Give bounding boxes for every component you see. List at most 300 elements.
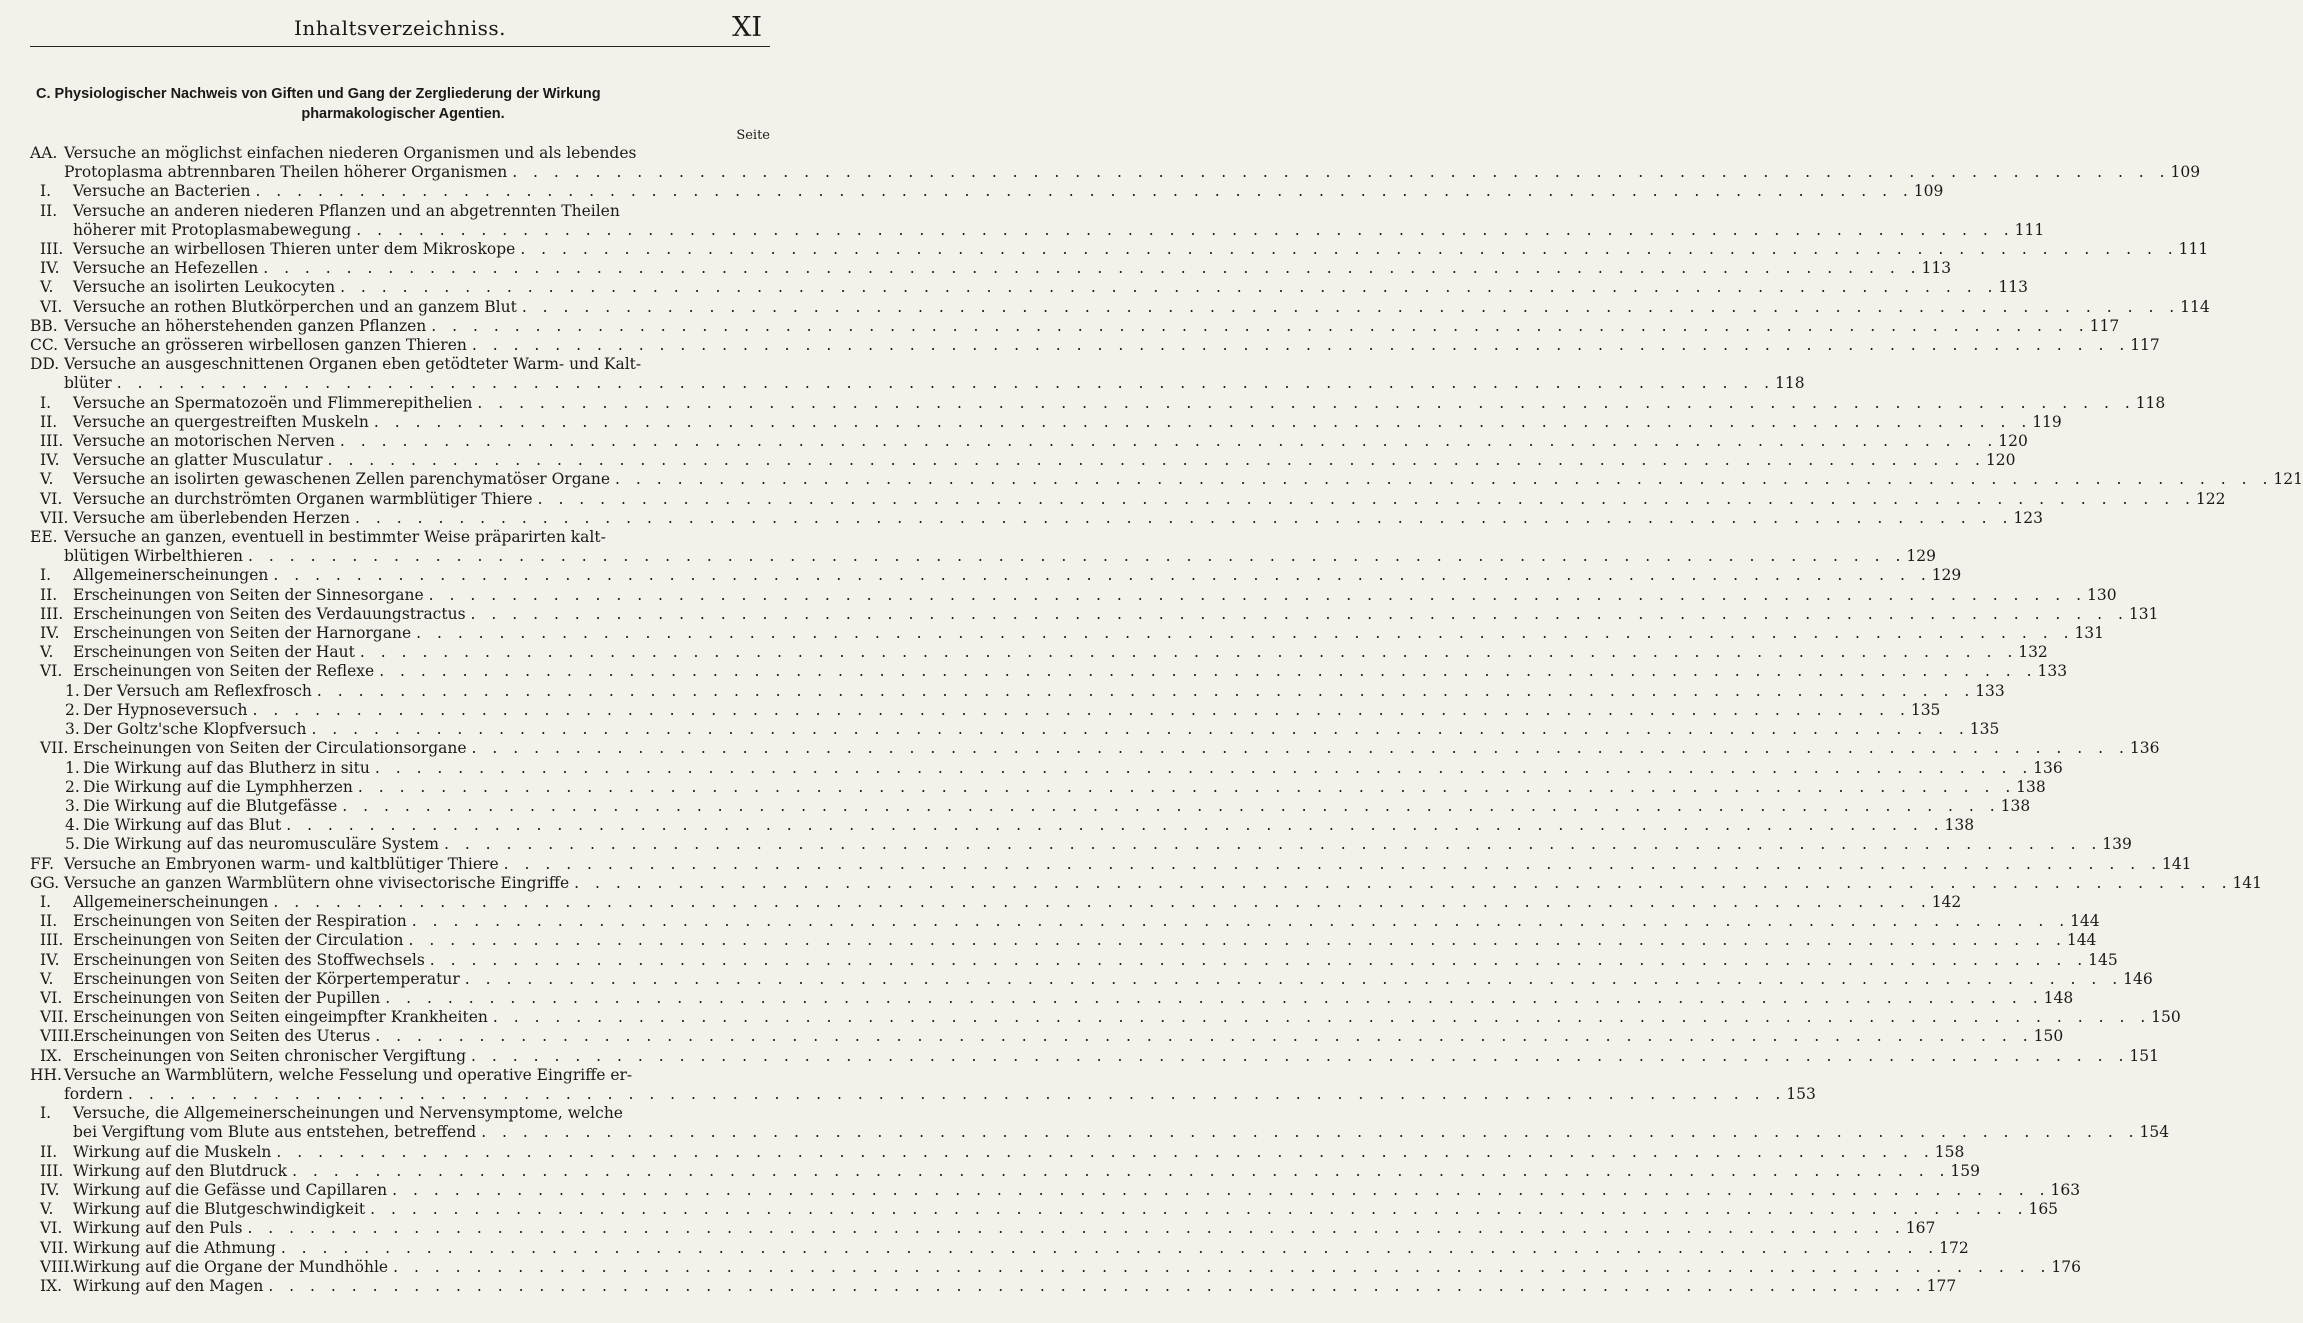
toc-entry bbox=[30, 700, 1941, 720]
dot-leader: . . . . . . . . . . . . . . . . . . . . . . . . . . . . . . . . . . . . . . . . . . . . . . . . . . . . . . . . . . . . . . . . . . . . . . . . . . . . . . . . bbox=[247, 1219, 1906, 1238]
toc-entry-row bbox=[30, 547, 1936, 566]
dot-leader: . . . . . . . . . . . . . . . . . . . . . . . . . . . . . . . . . . . . . . . . . . . . . . . . . . . . . . . . . . . . . . . . . . . . . . . . . . . . . . . . bbox=[370, 1200, 2029, 1219]
toc-entry-page: 136 bbox=[2033, 758, 2063, 777]
toc-entry bbox=[30, 297, 2210, 317]
toc-entry bbox=[30, 988, 2074, 1008]
toc-entry-row bbox=[65, 816, 1975, 835]
toc-entry-page: 151 bbox=[2129, 1046, 2159, 1065]
toc-entry-page: 133 bbox=[1975, 681, 2005, 700]
toc-entry-title: Die Wirkung auf das Blutherz in situ bbox=[83, 758, 370, 777]
toc-entry-number: IV. bbox=[40, 1180, 60, 1199]
toc-entry-row bbox=[40, 259, 1952, 278]
toc-entry-row bbox=[30, 854, 2192, 874]
toc-entry-page: 122 bbox=[2195, 489, 2226, 508]
toc-entry bbox=[30, 758, 2063, 778]
dot-leader: . . . . . . . . . . . . . . . . . . . . . . . . . . . . . . . . . . . . . . . . . . . . . . . . . . . . . . . . . . . . . . . . . . . . . . . . . . . . . . . . bbox=[248, 547, 1906, 566]
toc-entry-page: 138 bbox=[2000, 796, 2031, 815]
dot-leader: . . . . . . . . . . . . . . . . . . . . . . . . . . . . . . . . . . . . . . . . . . . . . . . . . . . . . . . . . . . . . . . . . . . . . . . . . . . . . . . . bbox=[316, 681, 1975, 700]
toc-entry-title: Versuche an Embryonen warm- und kaltblütiger Thiere bbox=[64, 854, 499, 873]
toc-entry bbox=[30, 969, 2153, 989]
dot-leader: . . . . . . . . . . . . . . . . . . . . . . . . . . . . . . . . . . . . . . . . . . . . . . . . . . . . . . . . . . . . . . . . . . . . . . . . . . . . . . . . bbox=[340, 278, 1998, 297]
toc-entry-number: IV. bbox=[40, 451, 60, 470]
table-of-contents bbox=[30, 144, 2303, 1296]
toc-entry-row bbox=[30, 355, 778, 374]
toc-entry-number: 1. bbox=[65, 758, 80, 777]
toc-entry bbox=[30, 489, 2226, 509]
toc-entry-title: blüter bbox=[64, 374, 112, 393]
toc-entry-row bbox=[40, 585, 2117, 605]
toc-entry-page: 150 bbox=[2033, 1027, 2064, 1046]
dot-leader: . . . . . . . . . . . . . . . . . . . . . . . . . . . . . . . . . . . . . . . . . . . . . . . . . . . . . . . . . . . . . . . . . . . . . . . . . . . . . . . . bbox=[292, 1161, 1950, 1180]
toc-entry-page: 120 bbox=[1985, 451, 2016, 470]
toc-entry-page: 142 bbox=[1931, 892, 1962, 911]
toc-entry-row bbox=[40, 950, 2118, 970]
toc-entry-row bbox=[40, 643, 2048, 662]
toc-entry-title: Erscheinungen von Seiten der Respiration bbox=[73, 912, 407, 931]
toc-entry-title: Versuche an ausgeschnittenen Organen eben getödteter Warm- und Kalt- bbox=[64, 355, 642, 374]
toc-entry-page: 138 bbox=[1944, 816, 1975, 835]
toc-entry-page: 153 bbox=[1786, 1084, 1816, 1103]
toc-entry bbox=[30, 604, 2159, 624]
toc-entry-row bbox=[40, 412, 2062, 432]
dot-leader: . . . . . . . . . . . . . . . . . . . . . . . . . . . . . . . . . . . . . . . . . . . . . . . . . . . . . . . . . . . . . . . . . . . . . . . . . . . . . . . . bbox=[311, 720, 1970, 739]
toc-entry-number: GG. bbox=[30, 873, 60, 892]
toc-entry-row bbox=[40, 508, 2043, 528]
toc-entry-number: IV. bbox=[40, 624, 60, 643]
toc-entry-title: Erscheinungen von Seiten der Circulationsorgane bbox=[73, 739, 467, 758]
toc-entry bbox=[30, 816, 1975, 835]
toc-entry bbox=[30, 412, 2062, 432]
toc-entry-page: 131 bbox=[2128, 604, 2159, 623]
toc-entry-title: Der Versuch am Reflexfrosch bbox=[83, 681, 312, 700]
running-head bbox=[0, 12, 800, 46]
toc-entry bbox=[30, 1027, 2064, 1046]
toc-entry-page: 120 bbox=[1998, 432, 2028, 451]
toc-entry bbox=[30, 835, 2132, 854]
toc-entry-row bbox=[40, 566, 1962, 585]
toc-entry-title: Erscheinungen von Seiten des Uterus bbox=[73, 1027, 371, 1046]
toc-entry bbox=[30, 720, 2000, 739]
toc-entry-title: Erscheinungen von Seiten der Haut bbox=[73, 643, 355, 662]
toc-entry-page: 109 bbox=[1913, 182, 1944, 201]
toc-entry-row bbox=[40, 278, 2028, 297]
toc-entry-row bbox=[40, 931, 2097, 950]
toc-entry bbox=[30, 950, 2118, 970]
toc-entry-number: CC. bbox=[30, 336, 59, 355]
toc-entry-number: VIII. bbox=[40, 1027, 75, 1046]
toc-entry-title: Allgemeinerscheinungen bbox=[73, 892, 269, 911]
toc-entry-number: V. bbox=[40, 278, 54, 297]
toc-entry-page: 131 bbox=[2074, 624, 2105, 643]
toc-entry-title: Versuche an Hefezellen bbox=[73, 259, 259, 278]
toc-entry bbox=[30, 528, 1936, 566]
dot-leader: . . . . . . . . . . . . . . . . . . . . . . . . . . . . . . . . . . . . . . . . . . . . . . . . . . . . . . . . . . . . . . . . . . . . . . . . . . . . . . . . bbox=[339, 432, 1998, 451]
toc-entry-row bbox=[30, 336, 2160, 355]
toc-entry-title: Die Wirkung auf die Blutgefässe bbox=[83, 796, 338, 815]
dot-leader: . . . . . . . . . . . . . . . . . . . . . . . . . . . . . . . . . . . . . . . . . . . . . . . . . . . . . . . . . . . . . . . . . . . . . . . . . . . . . . . . bbox=[431, 316, 2090, 335]
toc-entry-number: EE. bbox=[30, 528, 58, 547]
toc-entry-title: Versuche an quergestreiften Muskeln bbox=[73, 412, 369, 431]
toc-entry-number: AA. bbox=[30, 144, 58, 162]
toc-entry-page: 114 bbox=[2180, 297, 2210, 316]
toc-entry bbox=[30, 1257, 2081, 1277]
toc-entry-title: Wirkung auf die Blutgeschwindigkeit bbox=[73, 1200, 366, 1219]
dot-leader: . . . . . . . . . . . . . . . . . . . . . . . . . . . . . . . . . . . . . . . . . . . . . . . . . . . . . . . . . . . . . . . . . . . . . . . . . . . . . . . . bbox=[393, 1257, 2051, 1276]
toc-entry-row bbox=[40, 739, 2160, 758]
toc-entry-row bbox=[65, 758, 2063, 778]
toc-entry-number: DD. bbox=[30, 355, 60, 374]
toc-entry bbox=[30, 643, 2048, 662]
toc-entry-number: VI. bbox=[40, 988, 63, 1007]
toc-entry-page: 145 bbox=[2088, 950, 2118, 969]
toc-entry-row bbox=[40, 1104, 778, 1123]
dot-leader: . . . . . . . . . . . . . . . . . . . . . . . . . . . . . . . . . . . . . . . . . . . . . . . . . . . . . . . . . . . . . . . . . . . . . . . . . . . . . . . . bbox=[464, 969, 2123, 988]
toc-entry-number: II. bbox=[40, 412, 58, 431]
toc-entry-row bbox=[65, 777, 2046, 797]
toc-entry-title: Versuche an Warmblütern, welche Fesselung und operative Eingriffe er- bbox=[64, 1065, 633, 1084]
toc-entry-title: Erscheinungen von Seiten des Verdauungstractus bbox=[73, 604, 466, 623]
toc-entry-number: 4. bbox=[65, 816, 80, 835]
toc-entry-title: Der Goltz'sche Klopfversuch bbox=[83, 720, 307, 739]
toc-entry-page: 138 bbox=[2016, 777, 2046, 796]
toc-entry bbox=[30, 1276, 1957, 1296]
toc-entry-row bbox=[40, 604, 2159, 624]
toc-entry bbox=[30, 739, 2160, 758]
toc-entry-page: 119 bbox=[2032, 412, 2062, 431]
toc-entry-title: Erscheinungen von Seiten der Pupillen bbox=[73, 988, 381, 1007]
dot-leader: . . . . . . . . . . . . . . . . . . . . . . . . . . . . . . . . . . . . . . . . . . . . . . . . . . . . . . . . . . . . . . . . . . . . . . . . . . . . . . . . bbox=[374, 758, 2033, 777]
toc-entry-title: Der Hypnoseversuch bbox=[83, 700, 248, 719]
dot-leader: . . . . . . . . . . . . . . . . . . . . . . . . . . . . . . . . . . . . . . . . . . . . . . . . . . . . . . . . . . . . . . . . . . . . . . . . . . . . . . . . bbox=[428, 585, 2087, 604]
toc-entry-row bbox=[40, 1219, 1936, 1238]
toc-entry-title: Erscheinungen von Seiten der Körpertemperatur bbox=[73, 969, 460, 988]
toc-entry-number: II. bbox=[40, 201, 58, 220]
toc-entry-row bbox=[40, 297, 2210, 317]
toc-entry-page: 139 bbox=[2102, 835, 2132, 854]
toc-entry-title: Versuche, die Allgemeinerscheinungen und Nervensymptome, welche bbox=[73, 1104, 623, 1123]
toc-entry-number: III. bbox=[40, 931, 64, 950]
dot-leader: . . . . . . . . . . . . . . . . . . . . . . . . . . . . . . . . . . . . . . . . . . . . . . . . . . . . . . . . . . . . . . . . . . . . . . . . . . . . . . . . bbox=[263, 259, 1922, 278]
toc-entry-page: 148 bbox=[2043, 988, 2074, 1007]
toc-entry-number: 5. bbox=[65, 835, 80, 854]
dot-leader: . . . . . . . . . . . . . . . . . . . . . . . . . . . . . . . . . . . . . . . . . . . . . . . . . . . . . . . . . . . . . . . . . . . . . . . . . . . . . . . . bbox=[471, 336, 2130, 355]
dot-leader: . . . . . . . . . . . . . . . . . . . . . . . . . . . . . . . . . . . . . . . . . . . . . . . . . . . . . . . . . . . . . . . . . . . . . . . . . . . . . . . . bbox=[356, 220, 2015, 239]
toc-entry-title: Die Wirkung auf das Blut bbox=[83, 816, 282, 835]
dot-leader: . . . . . . . . . . . . . . . . . . . . . . . . . . . . . . . . . . . . . . . . . . . . . . . . . . . . . . . . . . . . . . . . . . . . . . . . . . . . . . . . bbox=[342, 796, 2001, 815]
toc-entry bbox=[30, 892, 1962, 912]
toc-entry-page: 111 bbox=[2014, 220, 2045, 239]
dot-leader: . . . . . . . . . . . . . . . . . . . . . . . . . . . . . . . . . . . . . . . . . . . . . . . . . . . . . . . . . . . . . . . . . . . . . . . . . . . . . . . . bbox=[255, 182, 1914, 201]
toc-entry-number: VI. bbox=[40, 489, 63, 508]
section-heading-line-1: C. Physiologischer Nachweis von Giften und Gang der Zergliederung der Wirkung bbox=[36, 86, 601, 102]
toc-entry bbox=[30, 1200, 2059, 1219]
toc-entry-title: Versuche an anderen niederen Pflanzen und an abgetrennten Theilen bbox=[73, 201, 620, 220]
toc-entry-page: 113 bbox=[1921, 259, 1952, 278]
toc-entry-number: III. bbox=[40, 432, 64, 451]
toc-entry-title: bei Vergiftung vom Blute aus entstehen, betreffend bbox=[73, 1123, 477, 1142]
toc-entry-row bbox=[40, 1123, 2170, 1142]
toc-entry-row bbox=[30, 873, 2263, 893]
toc-entry-number: IX. bbox=[40, 1046, 63, 1065]
toc-entry bbox=[30, 777, 2046, 797]
dot-leader: . . . . . . . . . . . . . . . . . . . . . . . . . . . . . . . . . . . . . . . . . . . . . . . . . . . . . . . . . . . . . . . . . . . . . . . . . . . . . . . . bbox=[408, 931, 2067, 950]
toc-entry-title: Versuche an Spermatozoën und Flimmerepithelien bbox=[73, 393, 473, 412]
section-heading bbox=[36, 84, 770, 124]
toc-entry-title: Erscheinungen von Seiten des Stoffwechsels bbox=[73, 950, 425, 969]
toc-entry bbox=[30, 278, 2028, 297]
toc-entry-page: 176 bbox=[2051, 1257, 2081, 1276]
dot-leader: . . . . . . . . . . . . . . . . . . . . . . . . . . . . . . . . . . . . . . . . . . . . . . . . . . . . . . . . . . . . . . . . . . . . . . . . . . . . . . . . bbox=[416, 624, 2075, 643]
dot-leader: . . . . . . . . . . . . . . . . . . . . . . . . . . . . . . . . . . . . . . . . . . . . . . . . . . . . . . . . . . . . . . . . . . . . . . . . . . . . . . . . bbox=[512, 163, 2171, 182]
toc-entry-row bbox=[30, 374, 1805, 393]
toc-entry bbox=[30, 1161, 1980, 1181]
toc-entry bbox=[30, 624, 2105, 643]
toc-entry-number: 3. bbox=[65, 796, 80, 815]
dot-leader: . . . . . . . . . . . . . . . . . . . . . . . . . . . . . . . . . . . . . . . . . . . . . . . . . . . . . . . . . . . . . . . . . . . . . . . . . . . . . . . . bbox=[477, 393, 2136, 412]
toc-entry-page: 136 bbox=[2129, 739, 2160, 758]
toc-entry-number: V. bbox=[40, 1200, 54, 1219]
toc-entry-title: Versuche an rothen Blutkörperchen und an ganzem Blut bbox=[73, 297, 517, 316]
toc-entry-title: Die Wirkung auf die Lymphherzen bbox=[83, 777, 353, 796]
toc-entry-row bbox=[40, 892, 1962, 912]
toc-entry bbox=[30, 931, 2097, 950]
toc-entry-number: II. bbox=[40, 912, 58, 931]
toc-entry-row bbox=[30, 1084, 1816, 1104]
toc-entry-row bbox=[40, 1046, 2159, 1066]
toc-entry-title: Wirkung auf den Magen bbox=[73, 1276, 264, 1295]
toc-entry-title: Erscheinungen von Seiten der Circulation bbox=[73, 931, 404, 950]
toc-entry-title: Erscheinungen von Seiten chronischer Vergiftung bbox=[73, 1046, 467, 1065]
toc-entry-number: VI. bbox=[40, 1219, 63, 1238]
toc-entry-title: Versuche an isolirten gewaschenen Zellen parenchymatöser Organe bbox=[73, 470, 611, 489]
dot-leader: . . . . . . . . . . . . . . . . . . . . . . . . . . . . . . . . . . . . . . . . . . . . . . . . . . . . . . . . . . . . . . . . . . . . . . . . . . . . . . . . bbox=[411, 912, 2070, 931]
toc-entry-page: 159 bbox=[1950, 1161, 1980, 1180]
toc-entry-page: 158 bbox=[1934, 1142, 1965, 1161]
toc-entry-row bbox=[40, 1142, 1965, 1162]
toc-entry-row bbox=[65, 796, 2031, 816]
dot-leader: . . . . . . . . . . . . . . . . . . . . . . . . . . . . . . . . . . . . . . . . . . . . . . . . . . . . . . . . . . . . . . . . . . . . . . . . . . . . . . . . bbox=[127, 1084, 1786, 1103]
dot-leader: . . . . . . . . . . . . . . . . . . . . . . . . . . . . . . . . . . . . . . . . . . . . . . . . . . . . . . . . . . . . . . . . . . . . . . . . . . . . . . . . bbox=[357, 777, 2016, 796]
toc-entry-number: HH. bbox=[30, 1065, 62, 1084]
toc-entry-page: 111 bbox=[2178, 240, 2209, 259]
toc-entry-row bbox=[65, 720, 2000, 739]
toc-entry-row bbox=[40, 969, 2153, 989]
header-rule bbox=[30, 46, 770, 47]
toc-entry bbox=[30, 912, 2100, 931]
toc-entry-page: 163 bbox=[2050, 1180, 2081, 1199]
toc-entry-page: 133 bbox=[2037, 662, 2068, 681]
toc-entry-row bbox=[40, 1238, 1969, 1258]
toc-entry bbox=[30, 1238, 1969, 1258]
dot-leader: . . . . . . . . . . . . . . . . . . . . . . . . . . . . . . . . . . . . . . . . . . . . . . . . . . . . . . . . . . . . . . . . . . . . . . . . . . . . . . . . bbox=[327, 451, 1986, 470]
toc-entry bbox=[30, 451, 2016, 470]
toc-entry bbox=[30, 1104, 2170, 1142]
toc-entry bbox=[30, 854, 2192, 874]
toc-entry-page: 113 bbox=[1998, 278, 2028, 297]
dot-leader: . . . . . . . . . . . . . . . . . . . . . . . . . . . . . . . . . . . . . . . . . . . . . . . . . . . . . . . . . . . . . . . . . . . . . . . . . . . . . . . . bbox=[537, 489, 2196, 508]
toc-entry-title: Wirkung auf die Organe der Mundhöhle bbox=[73, 1257, 389, 1276]
toc-entry-number: VII. bbox=[40, 739, 69, 758]
toc-entry bbox=[30, 432, 2028, 451]
dot-leader: . . . . . . . . . . . . . . . . . . . . . . . . . . . . . . . . . . . . . . . . . . . . . . . . . . . . . . . . . . . . . . . . . . . . . . . . . . . . . . . . bbox=[379, 662, 2038, 681]
dot-leader: . . . . . . . . . . . . . . . . . . . . . . . . . . . . . . . . . . . . . . . . . . . . . . . . . . . . . . . . . . . . . . . . . . . . . . . . . . . . . . . . bbox=[116, 374, 1775, 393]
toc-entry-row bbox=[30, 1066, 778, 1085]
toc-entry-page: 118 bbox=[1775, 374, 1805, 393]
toc-entry bbox=[30, 316, 2120, 336]
toc-entry-row bbox=[40, 1027, 2064, 1046]
toc-entry-title: Versuche an grösseren wirbellosen ganzen Thieren bbox=[64, 336, 467, 355]
dot-leader: . . . . . . . . . . . . . . . . . . . . . . . . . . . . . . . . . . . . . . . . . . . . . . . . . . . . . . . . . . . . . . . . . . . . . . . . . . . . . . . . bbox=[574, 873, 2233, 892]
dot-leader: . . . . . . . . . . . . . . . . . . . . . . . . . . . . . . . . . . . . . . . . . . . . . . . . . . . . . . . . . . . . . . . . . . . . . . . . . . . . . . . . bbox=[273, 566, 1932, 585]
toc-entry-title: Erscheinungen von Seiten eingeimpfter Krankheiten bbox=[73, 1008, 488, 1027]
toc-entry-number: V. bbox=[40, 969, 54, 988]
toc-entry bbox=[30, 1008, 2181, 1027]
toc-entry-title: Versuche am überlebenden Herzen bbox=[73, 508, 351, 527]
toc-entry-number: I. bbox=[40, 393, 52, 412]
toc-entry-row bbox=[40, 1276, 1957, 1296]
toc-entry bbox=[30, 1065, 1816, 1104]
toc-entry-title: Erscheinungen von Seiten der Reflexe bbox=[73, 662, 375, 681]
dot-leader: . . . . . . . . . . . . . . . . . . . . . . . . . . . . . . . . . . . . . . . . . . . . . . . . . . . . . . . . . . . . . . . . . . . . . . . . . . . . . . . . bbox=[276, 1142, 1935, 1161]
toc-entry-row bbox=[40, 240, 2209, 259]
toc-entry-title: Allgemeinerscheinungen bbox=[73, 566, 269, 585]
toc-entry-row bbox=[40, 1200, 2059, 1219]
dot-leader: . . . . . . . . . . . . . . . . . . . . . . . . . . . . . . . . . . . . . . . . . . . . . . . . . . . . . . . . . . . . . . . . . . . . . . . . . . . . . . . . bbox=[375, 1027, 2034, 1046]
toc-entry-title: Wirkung auf die Muskeln bbox=[73, 1142, 272, 1161]
toc-entry-number: I. bbox=[40, 182, 52, 201]
toc-entry-number: III. bbox=[40, 240, 64, 259]
toc-entry-title: Versuche an motorischen Nerven bbox=[73, 432, 335, 451]
toc-entry-page: 117 bbox=[2130, 336, 2160, 355]
toc-entry-number: VIII. bbox=[40, 1257, 75, 1276]
toc-entry-number: IV. bbox=[40, 950, 60, 969]
toc-entry-row bbox=[30, 144, 778, 163]
dot-leader: . . . . . . . . . . . . . . . . . . . . . . . . . . . . . . . . . . . . . . . . . . . . . . . . . . . . . . . . . . . . . . . . . . . . . . . . . . . . . . . . bbox=[520, 240, 2179, 259]
toc-entry-page: 177 bbox=[1926, 1276, 1957, 1295]
toc-entry-row bbox=[40, 182, 1944, 201]
dot-leader: . . . . . . . . . . . . . . . . . . . . . . . . . . . . . . . . . . . . . . . . . . . . . . . . . . . . . . . . . . . . . . . . . . . . . . . . . . . . . . . . bbox=[268, 1276, 1927, 1295]
toc-entry-title: Erscheinungen von Seiten der Sinnesorgane bbox=[73, 585, 424, 604]
dot-leader: . . . . . . . . . . . . . . . . . . . . . . . . . . . . . . . . . . . . . . . . . . . . . . . . . . . . . . . . . . . . . . . . . . . . . . . . . . . . . . . . bbox=[492, 1008, 2151, 1027]
toc-entry-number: 1. bbox=[65, 681, 80, 700]
toc-entry-page: 117 bbox=[2089, 316, 2120, 335]
toc-entry-row bbox=[40, 1008, 2181, 1027]
toc-entry-title: Versuche an ganzen Warmblütern ohne vivisectorische Eingriffe bbox=[64, 873, 570, 892]
toc-entry-page: 150 bbox=[2151, 1008, 2181, 1027]
dot-leader: . . . . . . . . . . . . . . . . . . . . . . . . . . . . . . . . . . . . . . . . . . . . . . . . . . . . . . . . . . . . . . . . . . . . . . . . . . . . . . . . bbox=[471, 739, 2130, 758]
toc-entry-row bbox=[40, 432, 2028, 451]
dot-leader: . . . . . . . . . . . . . . . . . . . . . . . . . . . . . . . . . . . . . . . . . . . . . . . . . . . . . . . . . . . . . . . . . . . . . . . . . . . . . . . . bbox=[521, 297, 2180, 316]
toc-entry bbox=[30, 662, 2068, 681]
toc-entry-title: Versuche an wirbellosen Thieren unter dem Mikroskope bbox=[73, 240, 516, 259]
toc-entry-page: 129 bbox=[1931, 566, 1962, 585]
toc-entry-row bbox=[40, 202, 778, 221]
toc-entry bbox=[30, 585, 2117, 605]
toc-entry-number: VI. bbox=[40, 662, 63, 681]
toc-entry-row bbox=[40, 1180, 2081, 1200]
toc-entry-row bbox=[40, 489, 2226, 509]
toc-entry-page: 167 bbox=[1905, 1219, 1936, 1238]
dot-leader: . . . . . . . . . . . . . . . . . . . . . . . . . . . . . . . . . . . . . . . . . . . . . . . . . . . . . . . . . . . . . . . . . . . . . . . . . . . . . . . . bbox=[252, 700, 1911, 719]
toc-entry-number: II. bbox=[40, 585, 58, 604]
toc-entry-page: 132 bbox=[2018, 643, 2048, 662]
toc-entry-number: I. bbox=[40, 566, 52, 585]
toc-entry-number: 2. bbox=[65, 777, 80, 796]
toc-entry bbox=[30, 1219, 1936, 1238]
toc-entry-title: höherer mit Protoplasmabewegung bbox=[73, 220, 352, 239]
toc-entry bbox=[30, 508, 2043, 528]
toc-entry bbox=[30, 470, 2303, 489]
toc-entry-row bbox=[40, 624, 2105, 643]
toc-entry-row bbox=[30, 163, 2201, 182]
toc-entry-row bbox=[40, 220, 2045, 240]
toc-entry-row bbox=[30, 528, 778, 547]
toc-entry-title: Versuche an glatter Musculatur bbox=[73, 451, 323, 470]
dot-leader: . . . . . . . . . . . . . . . . . . . . . . . . . . . . . . . . . . . . . . . . . . . . . . . . . . . . . . . . . . . . . . . . . . . . . . . . . . . . . . . . bbox=[280, 1238, 1939, 1257]
toc-entry-number: IV. bbox=[40, 259, 60, 278]
dot-leader: . . . . . . . . . . . . . . . . . . . . . . . . . . . . . . . . . . . . . . . . . . . . . . . . . . . . . . . . . . . . . . . . . . . . . . . . . . . . . . . . bbox=[373, 412, 2032, 431]
toc-entry-page: 154 bbox=[2139, 1123, 2170, 1142]
toc-entry-number: V. bbox=[40, 643, 54, 662]
toc-entry-title: Wirkung auf den Blutdruck bbox=[73, 1161, 288, 1180]
toc-entry-row bbox=[40, 1161, 1980, 1181]
dot-leader: . . . . . . . . . . . . . . . . . . . . . . . . . . . . . . . . . . . . . . . . . . . . . . . . . . . . . . . . . . . . . . . . . . . . . . . . . . . . . . . . bbox=[286, 816, 1945, 835]
toc-entry-page: 121 bbox=[2273, 470, 2303, 489]
toc-entry-number: BB. bbox=[30, 316, 58, 335]
toc-entry-page: 144 bbox=[2066, 931, 2097, 950]
toc-entry bbox=[30, 201, 2045, 240]
dot-leader: . . . . . . . . . . . . . . . . . . . . . . . . . . . . . . . . . . . . . . . . . . . . . . . . . . . . . . . . . . . . . . . . . . . . . . . . . . . . . . . . bbox=[359, 643, 2018, 662]
dot-leader: . . . . . . . . . . . . . . . . . . . . . . . . . . . . . . . . . . . . . . . . . . . . . . . . . . . . . . . . . . . . . . . . . . . . . . . . . . . . . . . . bbox=[481, 1123, 2140, 1142]
toc-entry-title: Versuche an Bacterien bbox=[73, 182, 251, 201]
toc-entry-number: VII. bbox=[40, 1008, 69, 1027]
toc-entry bbox=[30, 1046, 2159, 1066]
toc-entry-row bbox=[65, 700, 1941, 720]
dot-leader: . . . . . . . . . . . . . . . . . . . . . . . . . . . . . . . . . . . . . . . . . . . . . . . . . . . . . . . . . . . . . . . . . . . . . . . . . . . . . . . . bbox=[615, 470, 2273, 489]
toc-entry-row bbox=[30, 316, 2120, 336]
toc-entry-title: Versuche an ganzen, eventuell in bestimmter Weise präparirten kalt- bbox=[64, 528, 606, 547]
toc-entry-number: VII. bbox=[40, 1238, 69, 1257]
toc-entry-title: Die Wirkung auf das neuromusculäre System bbox=[83, 835, 439, 854]
toc-entry-page: 109 bbox=[2170, 163, 2201, 182]
toc-entry bbox=[30, 1180, 2081, 1200]
toc-entry bbox=[30, 240, 2209, 259]
dot-leader: . . . . . . . . . . . . . . . . . . . . . . . . . . . . . . . . . . . . . . . . . . . . . . . . . . . . . . . . . . . . . . . . . . . . . . . . . . . . . . . . bbox=[273, 892, 1932, 911]
toc-entry-title: Versuche an höherstehenden ganzen Pflanzen bbox=[64, 316, 427, 335]
page-number: XI bbox=[732, 12, 762, 43]
running-title: Inhaltsverzeichniss. bbox=[294, 16, 506, 40]
dot-leader: . . . . . . . . . . . . . . . . . . . . . . . . . . . . . . . . . . . . . . . . . . . . . . . . . . . . . . . . . . . . . . . . . . . . . . . . . . . . . . . . bbox=[503, 854, 2162, 873]
toc-entry bbox=[30, 355, 1805, 393]
toc-entry-number: VI. bbox=[40, 297, 63, 316]
toc-entry bbox=[30, 144, 2201, 182]
toc-entry bbox=[30, 873, 2263, 893]
toc-entry-number: IX. bbox=[40, 1276, 63, 1295]
toc-entry-page: 141 bbox=[2161, 854, 2192, 873]
toc-entry bbox=[30, 182, 1944, 201]
section-heading-line-2: pharmakologischer Agentien. bbox=[301, 106, 505, 122]
toc-entry-page: 165 bbox=[2028, 1200, 2059, 1219]
toc-entry bbox=[30, 1142, 1965, 1162]
toc-entry-title: Wirkung auf die Gefässe und Capillaren bbox=[73, 1180, 388, 1199]
toc-entry-row bbox=[40, 1257, 2081, 1277]
toc-entry bbox=[30, 259, 1952, 278]
toc-entry-page: 144 bbox=[2070, 912, 2100, 931]
toc-entry-page: 135 bbox=[1910, 700, 1941, 719]
toc-entry-number: FF. bbox=[30, 854, 55, 873]
toc-entry-page: 141 bbox=[2232, 873, 2263, 892]
toc-entry-title: Versuche an isolirten Leukocyten bbox=[73, 278, 336, 297]
